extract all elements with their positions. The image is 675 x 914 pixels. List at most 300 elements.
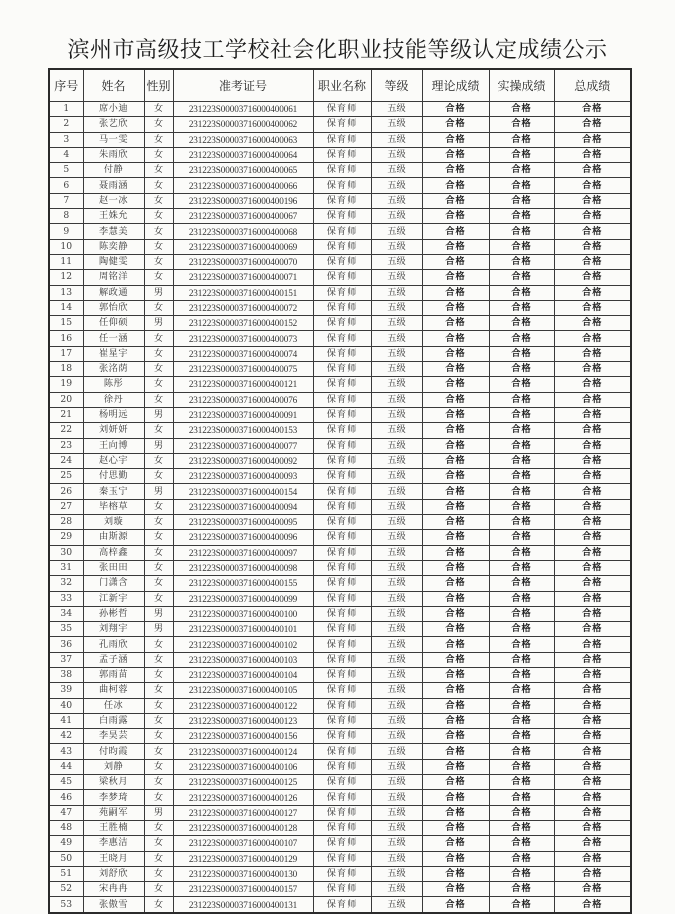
cell-ticket: 231223S00003716000400103: [173, 652, 313, 667]
cell-job: 保育师: [313, 377, 371, 392]
cell-index: 51: [49, 866, 83, 881]
cell-job: 保育师: [313, 407, 371, 422]
cell-level: 五级: [371, 866, 422, 881]
cell-name: 陶健雯: [83, 254, 144, 269]
table-row: [49, 698, 631, 713]
cell-job: 保育师: [313, 667, 371, 682]
cell-index: 19: [49, 377, 83, 392]
cell-gender: 女: [144, 591, 173, 606]
cell-job: 保育师: [313, 698, 371, 713]
cell-practice: 合格: [489, 469, 554, 484]
cell-job: 保育师: [313, 897, 371, 913]
cell-job: 保育师: [313, 423, 371, 438]
cell-gender: 女: [144, 147, 173, 162]
cell-name: 张田田: [83, 560, 144, 575]
table-row: [49, 820, 631, 835]
cell-total: 合格: [554, 560, 631, 575]
cell-ticket: 231223S00003716000400064: [173, 147, 313, 162]
cell-job: 保育师: [313, 759, 371, 774]
cell-index: 49: [49, 836, 83, 851]
cell-ticket: 231223S00003716000400151: [173, 285, 313, 300]
cell-gender: 女: [144, 637, 173, 652]
cell-index: 35: [49, 622, 83, 637]
cell-gender: 女: [144, 790, 173, 805]
cell-ticket: 231223S00003716000400154: [173, 484, 313, 499]
cell-ticket: 231223S00003716000400093: [173, 469, 313, 484]
cell-total: 合格: [554, 423, 631, 438]
cell-job: 保育师: [313, 606, 371, 621]
cell-name: 解政通: [83, 285, 144, 300]
cell-practice: 合格: [489, 377, 554, 392]
cell-gender: 女: [144, 820, 173, 835]
cell-gender: 女: [144, 515, 173, 530]
header-job: 职业名称: [313, 69, 371, 102]
cell-practice: 合格: [489, 484, 554, 499]
cell-level: 五级: [371, 484, 422, 499]
cell-practice: 合格: [489, 866, 554, 881]
header-total: 总成绩: [554, 69, 631, 102]
cell-name: 刘舒欣: [83, 866, 144, 881]
cell-gender: 男: [144, 438, 173, 453]
cell-theory: 合格: [422, 407, 489, 422]
cell-total: 合格: [554, 729, 631, 744]
cell-practice: 合格: [489, 530, 554, 545]
cell-gender: 男: [144, 606, 173, 621]
cell-name: 刘璇: [83, 515, 144, 530]
table-row: [49, 392, 631, 407]
cell-job: 保育师: [313, 484, 371, 499]
cell-theory: 合格: [422, 316, 489, 331]
cell-total: 合格: [554, 453, 631, 468]
cell-ticket: 231223S00003716000400152: [173, 316, 313, 331]
cell-gender: 女: [144, 423, 173, 438]
cell-total: 合格: [554, 239, 631, 254]
cell-level: 五级: [371, 882, 422, 897]
cell-index: 9: [49, 224, 83, 239]
cell-gender: 男: [144, 316, 173, 331]
cell-index: 1: [49, 102, 83, 117]
cell-practice: 合格: [489, 224, 554, 239]
cell-total: 合格: [554, 576, 631, 591]
cell-gender: 女: [144, 392, 173, 407]
cell-ticket: 231223S00003716000400067: [173, 209, 313, 224]
cell-index: 16: [49, 331, 83, 346]
cell-name: 白雨露: [83, 713, 144, 728]
cell-index: 39: [49, 683, 83, 698]
cell-practice: 合格: [489, 713, 554, 728]
cell-name: 付静: [83, 163, 144, 178]
cell-ticket: 231223S00003716000400068: [173, 224, 313, 239]
cell-name: 任一涵: [83, 331, 144, 346]
cell-practice: 合格: [489, 622, 554, 637]
cell-gender: 女: [144, 729, 173, 744]
cell-level: 五级: [371, 239, 422, 254]
cell-practice: 合格: [489, 606, 554, 621]
table-row: [49, 576, 631, 591]
cell-gender: 女: [144, 300, 173, 315]
cell-level: 五级: [371, 193, 422, 208]
table-row: [49, 515, 631, 530]
cell-theory: 合格: [422, 637, 489, 652]
cell-index: 15: [49, 316, 83, 331]
cell-name: 周铭洋: [83, 270, 144, 285]
cell-practice: 合格: [489, 453, 554, 468]
cell-total: 合格: [554, 775, 631, 790]
cell-level: 五级: [371, 790, 422, 805]
cell-gender: 女: [144, 469, 173, 484]
cell-gender: 女: [144, 866, 173, 881]
cell-total: 合格: [554, 178, 631, 193]
table-row: [49, 423, 631, 438]
cell-theory: 合格: [422, 790, 489, 805]
cell-index: 7: [49, 193, 83, 208]
table-row: [49, 193, 631, 208]
cell-gender: 女: [144, 331, 173, 346]
cell-level: 五级: [371, 667, 422, 682]
table-row: [49, 316, 631, 331]
cell-name: 梁秋月: [83, 775, 144, 790]
cell-practice: 合格: [489, 698, 554, 713]
cell-ticket: 231223S00003716000400063: [173, 132, 313, 147]
cell-job: 保育师: [313, 453, 371, 468]
cell-level: 五级: [371, 163, 422, 178]
cell-level: 五级: [371, 117, 422, 132]
cell-practice: 合格: [489, 652, 554, 667]
cell-name: 张傲雪: [83, 897, 144, 913]
table-row: [49, 530, 631, 545]
cell-job: 保育师: [313, 530, 371, 545]
cell-total: 合格: [554, 224, 631, 239]
cell-job: 保育师: [313, 652, 371, 667]
cell-theory: 合格: [422, 132, 489, 147]
cell-name: 王胜楠: [83, 820, 144, 835]
cell-gender: 女: [144, 178, 173, 193]
header-theory: 理论成绩: [422, 69, 489, 102]
cell-theory: 合格: [422, 270, 489, 285]
cell-name: 高梓鑫: [83, 545, 144, 560]
cell-ticket: 231223S00003716000400126: [173, 790, 313, 805]
cell-ticket: 231223S00003716000400066: [173, 178, 313, 193]
cell-index: 43: [49, 744, 83, 759]
cell-practice: 合格: [489, 300, 554, 315]
cell-index: 30: [49, 545, 83, 560]
cell-practice: 合格: [489, 515, 554, 530]
cell-level: 五级: [371, 744, 422, 759]
table-row: [49, 622, 631, 637]
cell-level: 五级: [371, 346, 422, 361]
cell-practice: 合格: [489, 545, 554, 560]
cell-total: 合格: [554, 637, 631, 652]
cell-index: 33: [49, 591, 83, 606]
cell-index: 29: [49, 530, 83, 545]
cell-ticket: 231223S00003716000400099: [173, 591, 313, 606]
cell-theory: 合格: [422, 744, 489, 759]
cell-index: 52: [49, 882, 83, 897]
table-row: [49, 407, 631, 422]
cell-level: 五级: [371, 453, 422, 468]
cell-gender: 女: [144, 882, 173, 897]
cell-gender: 女: [144, 377, 173, 392]
cell-name: 任冰: [83, 698, 144, 713]
cell-practice: 合格: [489, 285, 554, 300]
cell-theory: 合格: [422, 469, 489, 484]
cell-level: 五级: [371, 285, 422, 300]
cell-ticket: 231223S00003716000400094: [173, 499, 313, 514]
cell-total: 合格: [554, 836, 631, 851]
cell-level: 五级: [371, 851, 422, 866]
cell-gender: 女: [144, 270, 173, 285]
cell-practice: 合格: [489, 560, 554, 575]
cell-gender: 女: [144, 775, 173, 790]
cell-theory: 合格: [422, 606, 489, 621]
cell-index: 31: [49, 560, 83, 575]
cell-practice: 合格: [489, 117, 554, 132]
cell-total: 合格: [554, 132, 631, 147]
cell-index: 18: [49, 362, 83, 377]
cell-ticket: 231223S00003716000400156: [173, 729, 313, 744]
cell-theory: 合格: [422, 254, 489, 269]
cell-name: 李惠洁: [83, 836, 144, 851]
cell-theory: 合格: [422, 300, 489, 315]
cell-total: 合格: [554, 362, 631, 377]
cell-job: 保育师: [313, 560, 371, 575]
cell-index: 48: [49, 820, 83, 835]
cell-gender: 女: [144, 499, 173, 514]
table-row: [49, 866, 631, 881]
cell-gender: 女: [144, 667, 173, 682]
table-row: [49, 132, 631, 147]
cell-ticket: 231223S00003716000400098: [173, 560, 313, 575]
table-row: [49, 438, 631, 453]
cell-practice: 合格: [489, 790, 554, 805]
cell-job: 保育师: [313, 683, 371, 698]
cell-name: 门潇含: [83, 576, 144, 591]
header-name: 姓名: [83, 69, 144, 102]
cell-ticket: 231223S00003716000400102: [173, 637, 313, 652]
cell-job: 保育师: [313, 851, 371, 866]
cell-index: 12: [49, 270, 83, 285]
cell-theory: 合格: [422, 423, 489, 438]
cell-gender: 男: [144, 484, 173, 499]
cell-theory: 合格: [422, 591, 489, 606]
cell-gender: 女: [144, 239, 173, 254]
cell-theory: 合格: [422, 882, 489, 897]
table-body: [49, 102, 631, 913]
cell-level: 五级: [371, 469, 422, 484]
cell-job: 保育师: [313, 102, 371, 117]
cell-index: 8: [49, 209, 83, 224]
cell-job: 保育师: [313, 362, 371, 377]
cell-level: 五级: [371, 316, 422, 331]
cell-practice: 合格: [489, 193, 554, 208]
cell-index: 40: [49, 698, 83, 713]
table-row: [49, 851, 631, 866]
document-title: 滨州市高级技工学校社会化职业技能等级认定成绩公示: [67, 38, 608, 63]
cell-name: 郭雨苗: [83, 667, 144, 682]
table-row: [49, 882, 631, 897]
cell-name: 陈奕静: [83, 239, 144, 254]
table-row: [49, 805, 631, 820]
cell-theory: 合格: [422, 820, 489, 835]
cell-job: 保育师: [313, 622, 371, 637]
cell-gender: 女: [144, 744, 173, 759]
cell-name: 陈彤: [83, 377, 144, 392]
cell-total: 合格: [554, 392, 631, 407]
cell-gender: 女: [144, 224, 173, 239]
cell-name: 徐丹: [83, 392, 144, 407]
table-row: [49, 209, 631, 224]
cell-total: 合格: [554, 622, 631, 637]
cell-index: 38: [49, 667, 83, 682]
cell-level: 五级: [371, 362, 422, 377]
cell-ticket: 231223S00003716000400127: [173, 805, 313, 820]
cell-level: 五级: [371, 713, 422, 728]
cell-total: 合格: [554, 820, 631, 835]
cell-level: 五级: [371, 499, 422, 514]
table-row: [49, 270, 631, 285]
header-practice: 实操成绩: [489, 69, 554, 102]
cell-index: 32: [49, 576, 83, 591]
cell-index: 4: [49, 147, 83, 162]
cell-ticket: 231223S00003716000400101: [173, 622, 313, 637]
cell-total: 合格: [554, 713, 631, 728]
cell-name: 杨明远: [83, 407, 144, 422]
cell-job: 保育师: [313, 790, 371, 805]
cell-gender: 女: [144, 209, 173, 224]
cell-total: 合格: [554, 652, 631, 667]
cell-job: 保育师: [313, 117, 371, 132]
cell-level: 五级: [371, 178, 422, 193]
cell-index: 5: [49, 163, 83, 178]
cell-name: 付昀霞: [83, 744, 144, 759]
cell-name: 孔雨欣: [83, 637, 144, 652]
cell-job: 保育师: [313, 820, 371, 835]
cell-total: 合格: [554, 744, 631, 759]
cell-name: 由斯源: [83, 530, 144, 545]
cell-total: 合格: [554, 147, 631, 162]
cell-practice: 合格: [489, 775, 554, 790]
cell-total: 合格: [554, 438, 631, 453]
header-gender: 性别: [144, 69, 173, 102]
cell-theory: 合格: [422, 285, 489, 300]
cell-theory: 合格: [422, 836, 489, 851]
cell-level: 五级: [371, 331, 422, 346]
cell-job: 保育师: [313, 132, 371, 147]
cell-theory: 合格: [422, 484, 489, 499]
cell-index: 46: [49, 790, 83, 805]
cell-gender: 女: [144, 652, 173, 667]
cell-ticket: 231223S00003716000400105: [173, 683, 313, 698]
cell-theory: 合格: [422, 667, 489, 682]
cell-index: 47: [49, 805, 83, 820]
cell-theory: 合格: [422, 652, 489, 667]
cell-name: 郭怡欣: [83, 300, 144, 315]
table-row: [49, 637, 631, 652]
cell-theory: 合格: [422, 698, 489, 713]
cell-total: 合格: [554, 683, 631, 698]
cell-level: 五级: [371, 407, 422, 422]
cell-job: 保育师: [313, 836, 371, 851]
table-row: [49, 484, 631, 499]
cell-name: 苑嗣军: [83, 805, 144, 820]
cell-job: 保育师: [313, 392, 371, 407]
cell-total: 合格: [554, 897, 631, 913]
cell-index: 17: [49, 346, 83, 361]
cell-ticket: 231223S00003716000400097: [173, 545, 313, 560]
cell-level: 五级: [371, 698, 422, 713]
cell-ticket: 231223S00003716000400077: [173, 438, 313, 453]
cell-index: 21: [49, 407, 83, 422]
cell-level: 五级: [371, 102, 422, 117]
cell-total: 合格: [554, 469, 631, 484]
cell-theory: 合格: [422, 239, 489, 254]
cell-practice: 合格: [489, 882, 554, 897]
table-row: [49, 254, 631, 269]
header-ticket: 准考证号: [173, 69, 313, 102]
cell-ticket: 231223S00003716000400075: [173, 362, 313, 377]
cell-theory: 合格: [422, 209, 489, 224]
cell-name: 刘妍妍: [83, 423, 144, 438]
cell-name: 孟子涵: [83, 652, 144, 667]
cell-name: 张洺荫: [83, 362, 144, 377]
table-row: [49, 759, 631, 774]
cell-level: 五级: [371, 560, 422, 575]
cell-theory: 合格: [422, 453, 489, 468]
cell-job: 保育师: [313, 591, 371, 606]
cell-theory: 合格: [422, 622, 489, 637]
cell-total: 合格: [554, 790, 631, 805]
cell-level: 五级: [371, 622, 422, 637]
cell-job: 保育师: [313, 178, 371, 193]
cell-level: 五级: [371, 591, 422, 606]
cell-index: 26: [49, 484, 83, 499]
cell-theory: 合格: [422, 576, 489, 591]
cell-ticket: 231223S00003716000400061: [173, 102, 313, 117]
cell-ticket: 231223S00003716000400072: [173, 300, 313, 315]
cell-ticket: 231223S00003716000400125: [173, 775, 313, 790]
cell-index: 2: [49, 117, 83, 132]
cell-practice: 合格: [489, 423, 554, 438]
cell-practice: 合格: [489, 820, 554, 835]
cell-total: 合格: [554, 285, 631, 300]
cell-name: 李梦琦: [83, 790, 144, 805]
cell-practice: 合格: [489, 744, 554, 759]
cell-theory: 合格: [422, 683, 489, 698]
cell-ticket: 231223S00003716000400076: [173, 392, 313, 407]
cell-practice: 合格: [489, 132, 554, 147]
cell-name: 崔星宇: [83, 346, 144, 361]
cell-job: 保育师: [313, 224, 371, 239]
cell-gender: 女: [144, 254, 173, 269]
cell-practice: 合格: [489, 759, 554, 774]
cell-theory: 合格: [422, 438, 489, 453]
cell-ticket: 231223S00003716000400069: [173, 239, 313, 254]
table-row: [49, 606, 631, 621]
cell-ticket: 231223S00003716000400121: [173, 377, 313, 392]
cell-practice: 合格: [489, 316, 554, 331]
cell-ticket: 231223S00003716000400123: [173, 713, 313, 728]
cell-ticket: 231223S00003716000400153: [173, 423, 313, 438]
cell-name: 王晓月: [83, 851, 144, 866]
cell-job: 保育师: [313, 805, 371, 820]
cell-theory: 合格: [422, 851, 489, 866]
cell-gender: 女: [144, 117, 173, 132]
cell-total: 合格: [554, 866, 631, 881]
cell-index: 13: [49, 285, 83, 300]
cell-index: 14: [49, 300, 83, 315]
cell-theory: 合格: [422, 545, 489, 560]
cell-job: 保育师: [313, 744, 371, 759]
